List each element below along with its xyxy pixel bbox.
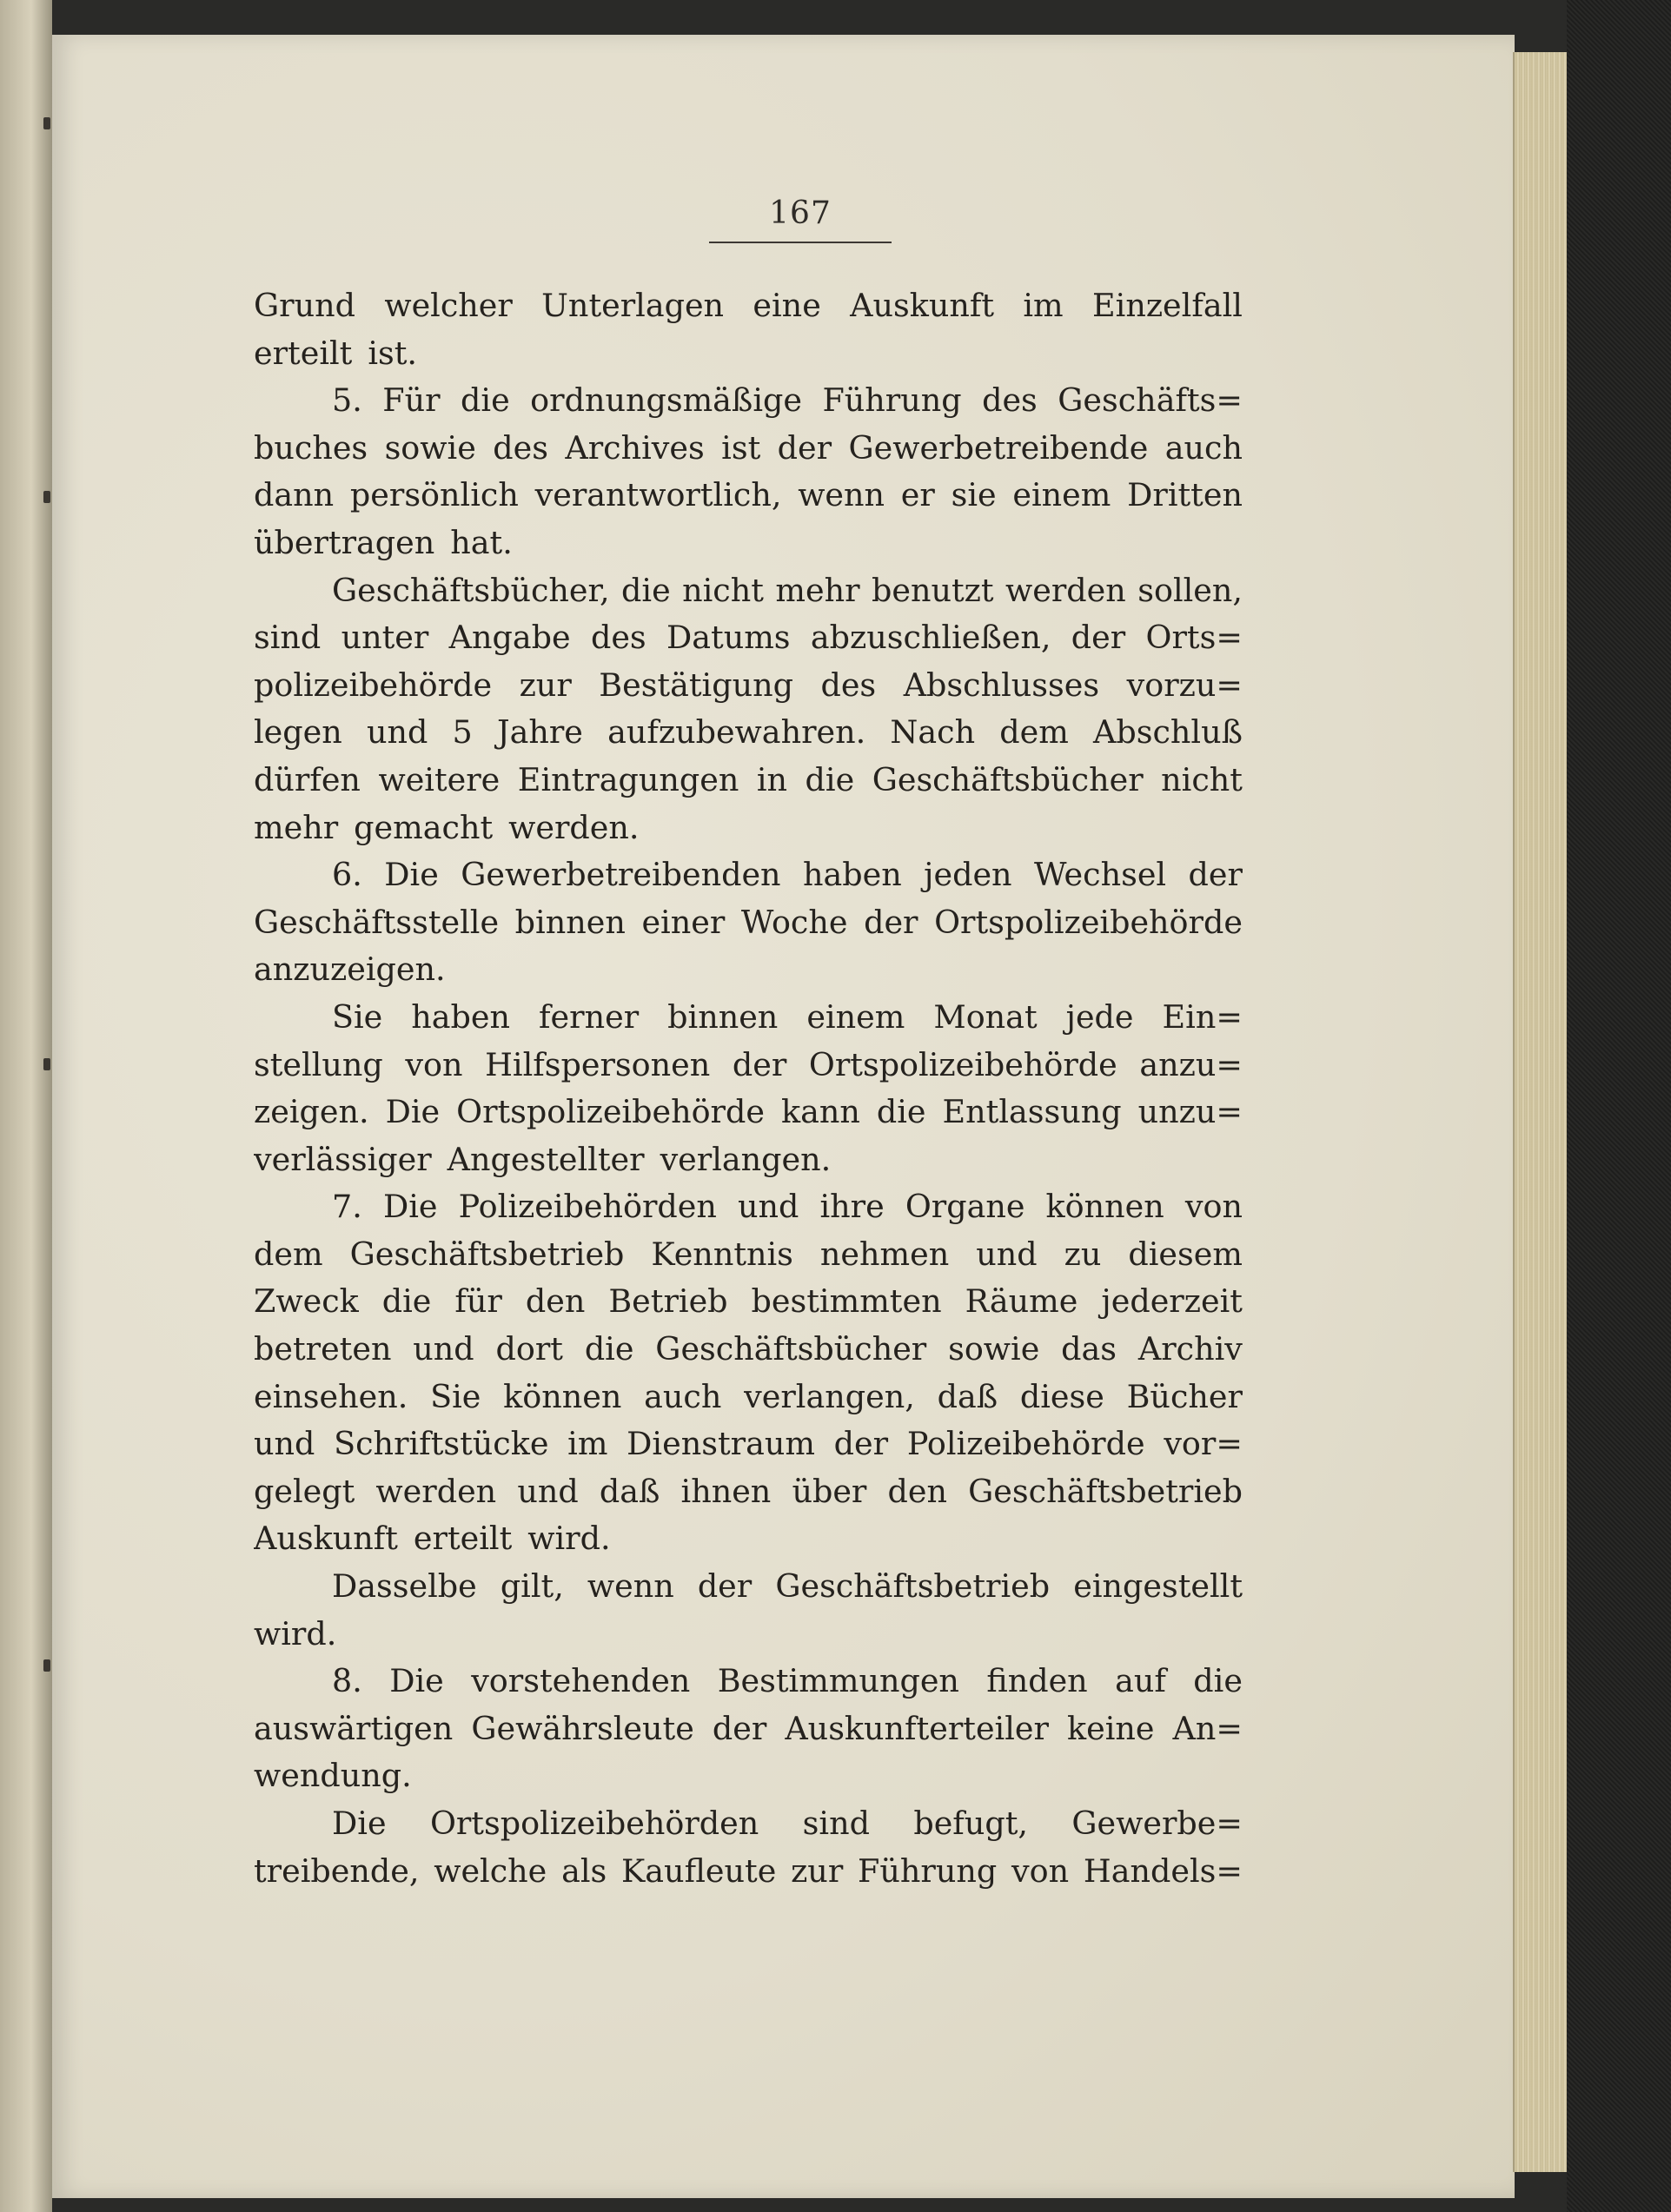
text-line: stellung von Hilfspersonen der Ortspolizeibehörde anzu= — [254, 1045, 1243, 1083]
margin-mark — [43, 1659, 50, 1672]
text-line: erteilt ist. — [254, 334, 418, 372]
text-line: Auskunft erteilt wird. — [254, 1520, 611, 1558]
text-line: mehr gemacht werden. — [254, 808, 640, 846]
text-line: anzuzeigen. — [254, 950, 446, 989]
text-line: auswärtigen Gewährsleute der Auskunfterteiler keine An= — [254, 1709, 1243, 1747]
text-line: buches sowie des Archives ist der Gewerbetreibende auch — [254, 428, 1243, 467]
text-line: dürfen weitere Eintragungen in die Geschäftsbücher nicht — [254, 760, 1243, 798]
page-edges — [1513, 52, 1567, 2172]
text-line: dem Geschäftsbetrieb Kenntnis nehmen und zu diesem — [254, 1235, 1243, 1273]
book-binding — [1567, 0, 1671, 2212]
text-line: sind unter Angabe des Datums abzuschließen, der Orts= — [254, 619, 1243, 657]
text-line: zeigen. Die Ortspolizeibehörde kann die Entlassung unzu= — [254, 1093, 1243, 1131]
text-line: 5. Für die ordnungsmäßige Führung des Geschäfts= — [332, 381, 1243, 420]
text-line: Sie haben ferner binnen einem Monat jede Ein= — [332, 997, 1243, 1036]
text-line: Grund welcher Unterlagen eine Auskunft im Einzelfall — [254, 287, 1243, 324]
text-line: Geschäftsbücher, die nicht mehr benutzt werden sollen, — [332, 571, 1243, 609]
text-line: und Schriftstücke im Dienstraum der Polizeibehörde vor= — [254, 1425, 1243, 1463]
margin-mark — [43, 491, 50, 503]
text-line: Geschäftsstelle binnen einer Woche der Ortspolizeibehörde — [254, 903, 1243, 941]
text-line: verlässiger Angestellter verlangen. — [254, 1140, 832, 1178]
text-line: 8. Die vorstehenden Bestimmungen finden auf die — [332, 1662, 1243, 1700]
text-line: Zweck die für den Betrieb bestimmten Räume jederzeit — [254, 1282, 1243, 1321]
margin-mark — [43, 1058, 50, 1070]
text-line: wendung. — [254, 1757, 412, 1795]
page-number: 167 — [769, 195, 832, 231]
text-line: betreten und dort die Geschäftsbücher sowie das Archiv — [254, 1330, 1243, 1368]
header-rule — [709, 242, 892, 243]
text-line: dann persönlich verantwortlich, wenn er sie einem Dritten — [254, 476, 1243, 514]
text-line: einsehen. Sie können auch verlangen, daß diese Bücher — [254, 1377, 1243, 1415]
text-line: Die Ortspolizeibehörden sind befugt, Gewerbe= — [332, 1805, 1243, 1842]
text-line: gelegt werden und daß ihnen über den Geschäftsbetrieb — [254, 1472, 1243, 1510]
text-line: polizeibehörde zur Bestätigung des Abschlusses vorzu= — [254, 666, 1243, 704]
text-line: Dasselbe gilt, wenn der Geschäftsbetrieb eingestellt — [332, 1567, 1243, 1606]
text-line: legen und 5 Jahre aufzubewahren. Nach dem Abschluß — [254, 713, 1243, 752]
text-line: 6. Die Gewerbetreibenden haben jeden Wechsel der — [332, 856, 1243, 894]
text-line: übertragen hat. — [254, 523, 513, 561]
page-header — [685, 195, 916, 243]
text-line: treibende, welche als Kaufleute zur Führung von Handels= — [254, 1851, 1243, 1890]
body-text — [254, 282, 1243, 1895]
margin-mark — [43, 117, 50, 129]
text-line: wird. — [254, 1614, 337, 1652]
text-line: 7. Die Polizeibehörden und ihre Organe können von — [332, 1188, 1243, 1226]
previous-page-edge — [0, 0, 52, 2212]
